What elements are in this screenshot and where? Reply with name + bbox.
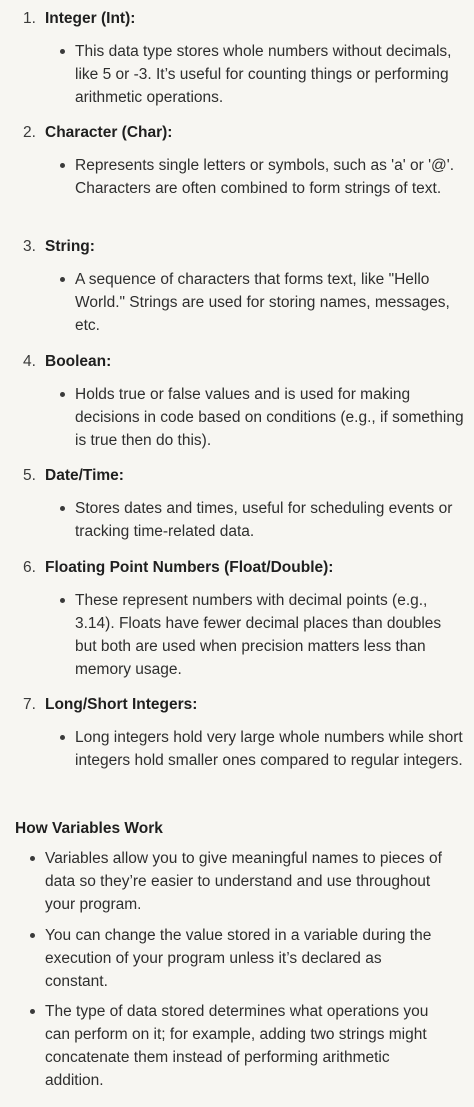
list-number: 2. [23, 124, 36, 141]
list-item-description: A sequence of characters that forms text, like "Hello World." Strings are used for storing names, messages, etc. [75, 271, 450, 334]
bullet-icon [60, 392, 65, 397]
bullet-point-text: Variables allow you to give meaningful names to pieces of data so they’re easier to understand and use throughout your program. [45, 850, 442, 913]
list-item-title: String: [45, 238, 95, 255]
list-item-description: Stores dates and times, useful for scheduling events or tracking time-related data. [75, 500, 453, 540]
list-item-title: Floating Point Numbers (Float/Double): [45, 559, 334, 576]
list-number: 3. [23, 238, 36, 255]
list-item-title: Boolean: [45, 353, 112, 370]
bullet-icon [60, 735, 65, 740]
list-number: 4. [23, 353, 36, 370]
list-item-title: Long/Short Integers: [45, 696, 198, 713]
bullet-icon [60, 598, 65, 603]
list-item-description: This data type stores whole numbers without decimals, like 5 or -3. It’s useful for counting things or performing arithmetic operations. [75, 43, 452, 106]
list-number: 6. [23, 559, 36, 576]
list-item-description: Long integers hold very large whole numbers while short integers hold smaller ones compared to regular integers. [75, 729, 463, 769]
list-number: 5. [23, 467, 36, 484]
bullet-icon [30, 933, 35, 938]
bullet-icon [60, 277, 65, 282]
bullet-icon [30, 1009, 35, 1014]
bullet-icon [60, 163, 65, 168]
list-item-description: Represents single letters or symbols, such as 'a' or '@'. Characters are often combined to form strings of text. [75, 157, 455, 197]
section-heading: How Variables Work [15, 820, 163, 837]
list-number: 1. [23, 10, 36, 27]
list-number: 7. [23, 696, 36, 713]
bullet-icon [30, 856, 35, 861]
list-item-description: These represent numbers with decimal points (e.g., 3.14). Floats have fewer decimal places than doubles but both are used when precision matters less than memory usage. [75, 592, 442, 678]
list-item-title: Date/Time: [45, 467, 124, 484]
bullet-icon [60, 506, 65, 511]
list-item-title: Character (Char): [45, 124, 173, 141]
bullet-point-text: You can change the value stored in a variable during the execution of your program unless it’s declared as constant. [45, 927, 432, 990]
list-item-description: Holds true or false values and is used for making decisions in code based on conditions (e.g., if something is true then do this). [75, 386, 464, 449]
list-item-title: Integer (Int): [45, 10, 136, 27]
bullet-icon [60, 49, 65, 54]
bullet-point-text: The type of data stored determines what operations you can perform on it; for example, adding two strings might concatenate them instead of performing arithmetic addition. [45, 1003, 429, 1089]
